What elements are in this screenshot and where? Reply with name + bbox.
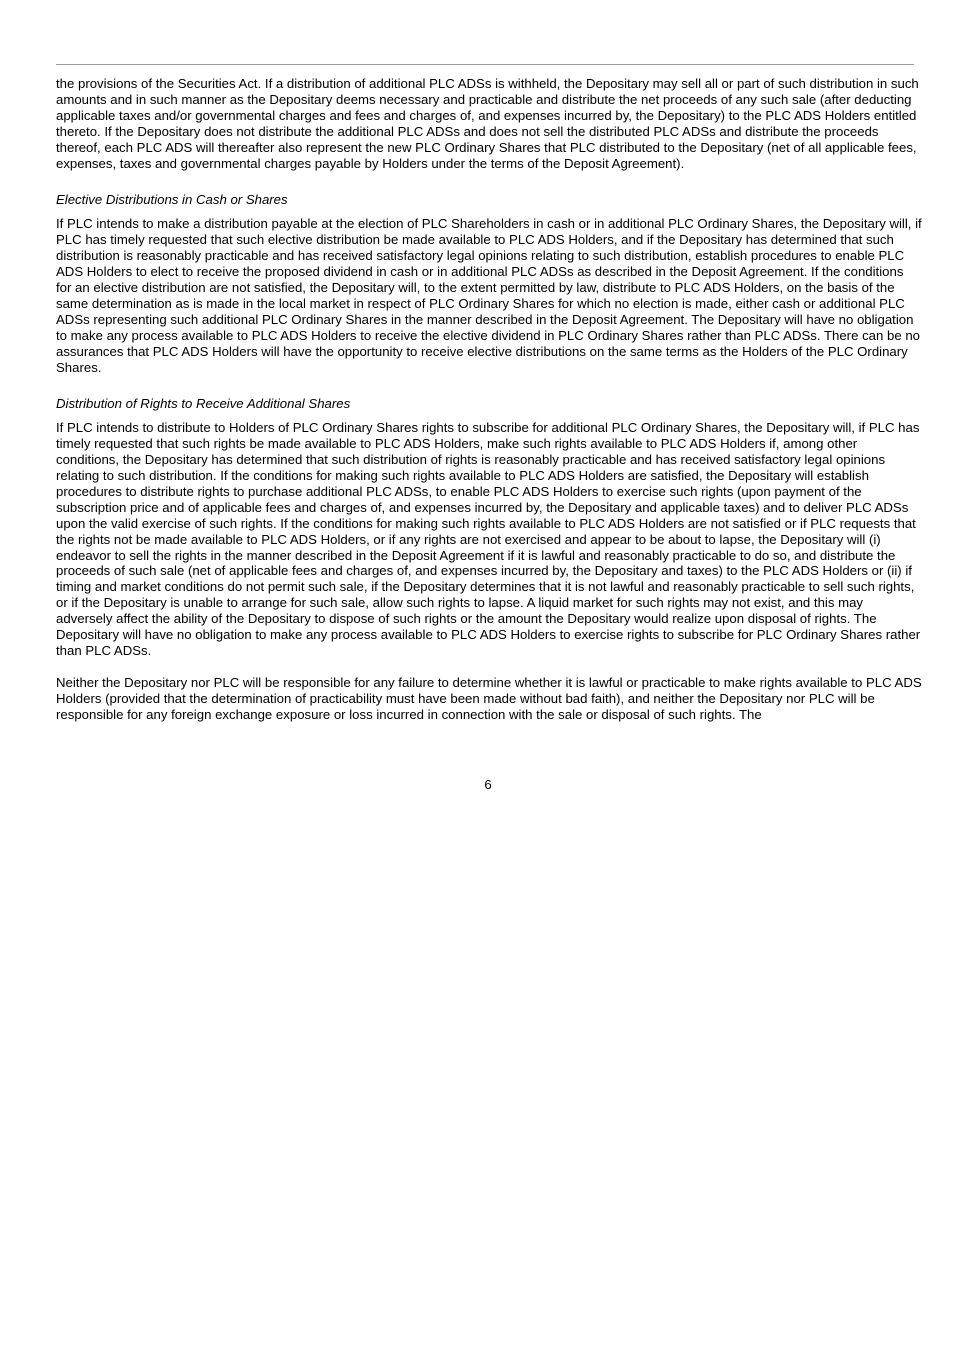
paragraph-responsibility-disclaimer: Neither the Depositary nor PLC will be responsible for any failure to determine whether it is lawful or practicable to make rights available to PLC ADS Holders (provided that the determination of practicability must have been made without bad faith), and neither the Depositary nor PLC will be responsible for any foreign exchange exposure or loss incurred in connection with the sale or disposal of such rights. The	[56, 674, 922, 722]
paragraph-continued-distribution: the provisions of the Securities Act. If a distribution of additional PLC ADSs is withheld, the Depositary may sell all or part of such distribution in such amounts and in such manner as the Depositary deems necessary and practicable and distribute the net proceeds of any such sale (after deducting applicable taxes and/or governmental charges and fees and charges of, and expenses incurred by, the Depositary) to the PLC ADS Holders entitled thereto. If the Depositary does not distribute the additional PLC ADSs and does not sell the distributed PLC ADSs and distribute the proceeds thereof, each PLC ADS will thereafter also represent the new PLC Ordinary Shares that PLC distributed to the Depositary (net of all applicable fees, expenses, taxes and governmental charges payable by Holders under the terms of the Deposit Agreement).	[56, 76, 919, 171]
page-number: 6	[484, 777, 492, 792]
header-rule	[56, 64, 914, 65]
document-body	[56, 76, 922, 723]
paragraph-elective-distributions: If PLC intends to make a distribution payable at the election of PLC Shareholders in cash or in additional PLC Ordinary Shares, the Depositary will, if PLC has timely requested that such elective distribution be made available to PLC ADS Holders, and if the Depositary has determined that such distribution is reasonably practicable and has received satisfactory legal opinions relating to such distribution, establish procedures to enable PLC ADS Holders to elect to receive the proposed dividend in cash or in additional PLC ADSs as described in the Deposit Agreement. If the conditions for an elective distribution are not satisfied, the Depositary will, to the extent permitted by law, distribute to PLC ADS Holders, on the basis of the same determination as is made in the local market in respect of PLC Ordinary Shares for which no election is made, either cash or additional PLC ADSs representing such additional PLC Ordinary Shares in the manner described in the Deposit Agreement. The Depositary will have no obligation to make any process available to PLC ADS Holders to receive the elective dividend in PLC Ordinary Shares rather than PLC ADSs. There can be no assurances that PLC ADS Holders will have the opportunity to receive elective distributions on the same terms as the Holders of the PLC Ordinary Shares.	[56, 216, 922, 375]
section-heading-elective-distributions: Elective Distributions in Cash or Shares	[56, 192, 288, 208]
paragraph-distribution-of-rights: If PLC intends to distribute to Holders of PLC Ordinary Shares rights to subscribe for additional PLC Ordinary Shares, the Depositary will, if PLC has timely requested that such rights be made available to PLC ADS Holders, make such rights available to PLC ADS Holders if, among other conditions, the Depositary has determined that such distribution of rights is reasonably practicable and has received satisfactory legal opinions relating to such distribution. If the conditions for making such rights available to PLC ADS Holders are satisfied, the Depositary will establish procedures to distribute rights to purchase additional PLC ADSs, to enable PLC ADS Holders to exercise such rights (upon payment of the subscription price and of applicable fees and charges of, and expenses incurred by, the Depositary and applicable taxes) and to deliver PLC ADSs upon the valid exercise of such rights. If the conditions for making such rights available to PLC ADS Holders are not satisfied or if PLC requests that the rights not be made available to PLC ADS Holders, or if any rights are not exercised and appear to be about to lapse, the Depositary will (i) endeavor to sell the rights in the manner described in the Deposit Agreement if it is lawful and reasonably practicable to do so, and distribute the proceeds of such sale (net of applicable fees and charges of, and expenses incurred by, the Depositary and taxes) to the PLC ADS Holders or (ii) if timing and market conditions do not permit such sale, if the Depositary determines that it is not lawful and reasonably practicable to sell such rights, or if the Depositary is unable to arrange for such sale, allow such rights to lapse. A liquid market for such rights may not exist, and this may adversely affect the ability of the Depositary to dispose of such rights or the amount the Depositary would realize upon disposal of rights. The Depositary will have no obligation to make any process available to PLC ADS Holders to exercise rights to subscribe for PLC Ordinary Shares rather than PLC ADSs.	[56, 420, 921, 658]
section-heading-distribution-of-rights: Distribution of Rights to Receive Additional Shares	[56, 396, 351, 412]
